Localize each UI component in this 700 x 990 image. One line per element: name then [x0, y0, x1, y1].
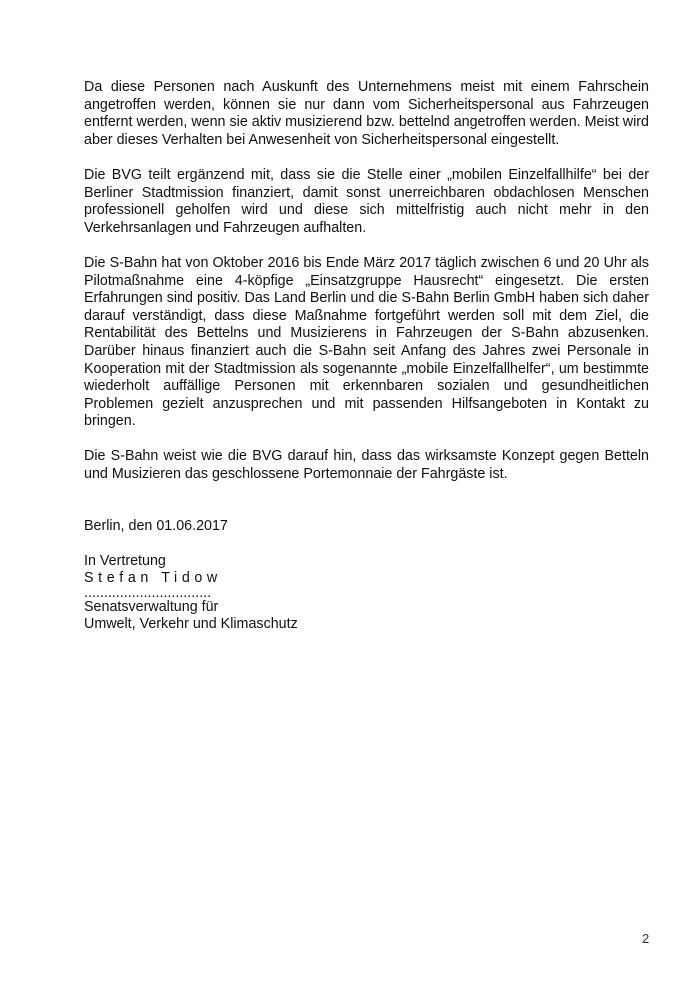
- document-body: [84, 79, 649, 588]
- representation-note: In Vertretung: [84, 552, 166, 569]
- signatory-name: Stefan Tidow: [84, 570, 222, 586]
- office-line-1: Senatsverwaltung für: [84, 599, 219, 616]
- signature-block: [84, 570, 298, 634]
- office-line-2: Umwelt, Verkehr und Klimaschutz: [84, 616, 298, 633]
- paragraph-bvg: Die BVG teilt ergänzend mit, dass sie die Stelle einer „mobilen Einzelfallhilfe“ bei der Berliner Stadtmission finanziert, damit sonst unerreichbaren obdachlosen Menschen professionell geholfen wird und diese sich mittelfristig auch nicht mehr in den Verkehrsanlagen und Fahrzeugen aufhalten.: [84, 166, 649, 236]
- paragraph-fahrschein: Da diese Personen nach Auskunft des Unternehmens meist mit einem Fahrschein angetroffen werden, können sie nur dann vom Sicherheitspersonal aus Fahrzeugen entfernt werden, wenn sie aktiv musizierend bzw. bettelnd angetroffen werden. Meist wird aber dieses Verhalten bei Anwesenheit von Sicherheitspersonal eingestellt.: [84, 79, 649, 148]
- page-number: 2: [642, 931, 650, 946]
- signature-dotted-line: ................................: [84, 585, 212, 602]
- paragraph-konzept: Die S-Bahn weist wie die BVG darauf hin, dass das wirksamste Konzept gegen Betteln und Musizieren das geschlossene Portemonnaie der Fahrgäste ist.: [84, 448, 649, 483]
- place-date: Berlin, den 01.06.2017: [84, 517, 228, 534]
- paragraph-sbahn: Die S-Bahn hat von Oktober 2016 bis Ende März 2017 täglich zwischen 6 und 20 Uhr als Pilotmaßnahme eine 4-köpfige „Einsatzgruppe Hausrecht“ eingesetzt. Die ersten Erfahrungen sind positiv. Das Land Berlin und die S-Bahn Berlin GmbH haben sich daher darauf verständigt, dass diese Maßnahme fortgeführt werden soll mit dem Ziel, die Rentabilität des Bettelns und Musizierens in Fahrzeugen der S-Bahn abzusenken. Darüber hinaus finanziert auch die S-Bahn seit Anfang des Jahres zwei Personale in Kooperation mit der Stadtmission als sogenannte „mobile Einzelfallhelfer“, um bestimmte wiederholt auffällige Personen mit erkennbaren sozialen und gesundheitlichen Problemen gezielt anzusprechen und mit passenden Hilfsangeboten in Kontakt zu bringen.: [84, 254, 649, 430]
